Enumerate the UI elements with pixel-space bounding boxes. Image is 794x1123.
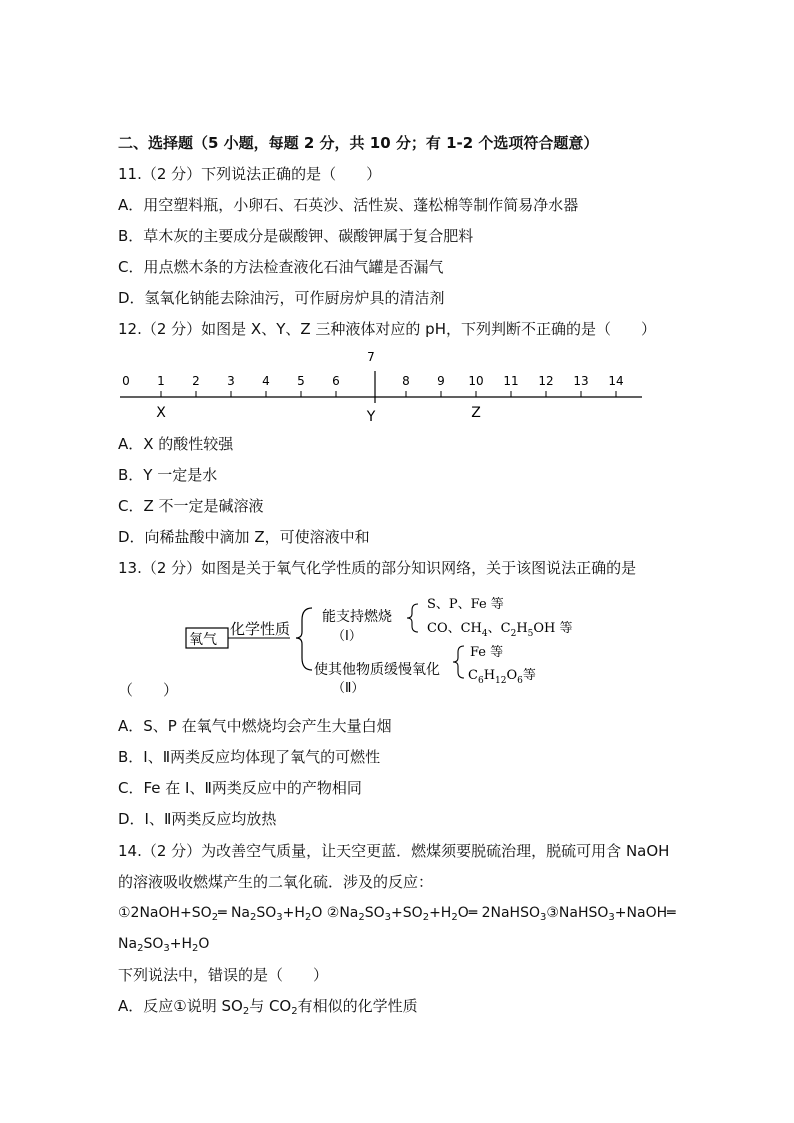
type1-label: 能支持燃烧 [322,609,392,625]
question-12-stem: 12.（2 分）如图是 X、Y、Z 三种液体对应的 pH，下列判断不正确的是（ ） [118,320,656,338]
ph-tick-label: 1 [157,374,165,388]
question-13-option-d: D．I、Ⅱ两类反应均放热 [118,810,277,828]
question-13-bracket: （ ） [118,681,179,699]
type1-brace [407,604,418,632]
question-14-stem-line2: 的溶液吸收燃煤产生的二氧化硫．涉及的反应： [118,873,434,891]
ph-tick-label: 11 [503,374,519,388]
question-12-option-c: C．Z 不一定是碱溶液 [118,497,264,515]
ph-scale-diagram [110,345,650,427]
oxygen-label: 氧气 [189,632,217,648]
ph-tick-label: 3 [227,374,235,388]
question-14-option-a: A．反应①说明 $SO_2$与 $CO_2$有相似的化学性质 [118,997,418,1017]
ph-tick-label: 13 [573,374,589,388]
type1-number: （Ⅰ） [332,629,362,644]
question-12-option-b: B．Y 一定是水 [118,466,218,484]
ph-tick-label: 14 [608,374,624,388]
question-12-option-d: D．向稀盐酸中滴加 Z，可使溶液中和 [118,528,370,546]
type2-number: （Ⅱ） [332,681,365,696]
ph-sample-labels [156,405,481,425]
question-11-option-c: C．用点燃木条的方法检查液化石油气罐是否漏气 [118,258,444,276]
oxygen-knowledge-network [180,588,600,696]
ph-tick-label: 4 [262,374,270,388]
question-11-option-d: D．氢氧化钠能去除油污，可作厨房炉具的清洁剂 [118,289,445,307]
question-11-stem: 11.（2 分）下列说法正确的是（ ） [118,165,382,183]
question-12-option-a: A．X 的酸性较强 [118,435,234,453]
ph-tick-label: 8 [402,374,410,388]
ph-ticks [122,350,623,397]
type2-brace [453,646,464,678]
main-brace [296,608,312,670]
type2-items-a: Fe 等 [470,645,504,660]
ph-tick-label: 12 [538,374,554,388]
question-13-option-c: C．Fe 在 I、Ⅱ两类反应中的产物相同 [118,779,362,797]
section-title: 二、选择题（5 小题，每题 2 分，共 10 分；有 1-2 个选项符合题意） [118,134,599,152]
ph-tick-label: 10 [468,374,484,388]
question-13-option-a: A．S、P 在氧气中燃烧均会产生大量白烟 [118,717,392,735]
ph-sample-label-z: Z [471,405,481,421]
ph-tick-label: 0 [122,374,130,388]
question-13-option-b: B．I、Ⅱ两类反应均体现了氧气的可燃性 [118,748,381,766]
type2-items-b: $C_6H_{12}O_6$等 [468,668,536,686]
type1-items-a: S、P、Fe 等 [427,597,504,612]
question-14-ask: 下列说法中，错误的是（ ） [118,966,329,984]
question-11-option-b: B．草木灰的主要成分是碳酸钾、碳酸钾属于复合肥料 [118,227,474,245]
ph-tick-label: 9 [437,374,445,388]
ph-tick-label: 2 [192,374,200,388]
type1-items-b: CO、$CH_4$、$C_2H_5OH$ 等 [427,621,573,639]
question-14-equations-line1: $①2NaOH+SO_2═$ $Na_2SO_3+H_2O$ $②Na_2SO_3+SO_2+H_2O═$ 2NaHSO$_3$③NaHSO$_3$+NaOH═ [118,905,676,923]
ph-sample-label-x: X [156,405,166,421]
question-11-option-a: A．用空塑料瓶，小卵石、石英沙、活性炭、蓬松棉等制作简易净水器 [118,196,579,214]
ph-sample-label-y: Y [366,409,376,425]
chemical-property-label: 化学性质 [230,620,291,638]
ph-tick-label: 7 [367,350,375,364]
question-14-stem-line1: 14.（2 分）为改善空气质量，让天空更蓝．燃煤须要脱硫治理，脱硫可用含 NaOH [118,842,670,860]
ph-tick-label: 5 [297,374,305,388]
type2-label: 使其他物质缓慢氧化 [314,662,440,678]
question-14-equations-line2: $Na_2SO_3+H_2O$ [118,936,210,954]
ph-tick-label: 6 [332,374,340,388]
question-13-stem: 13.（2 分）如图是关于氧气化学性质的部分知识网络，关于该图说法正确的是 [118,559,637,577]
